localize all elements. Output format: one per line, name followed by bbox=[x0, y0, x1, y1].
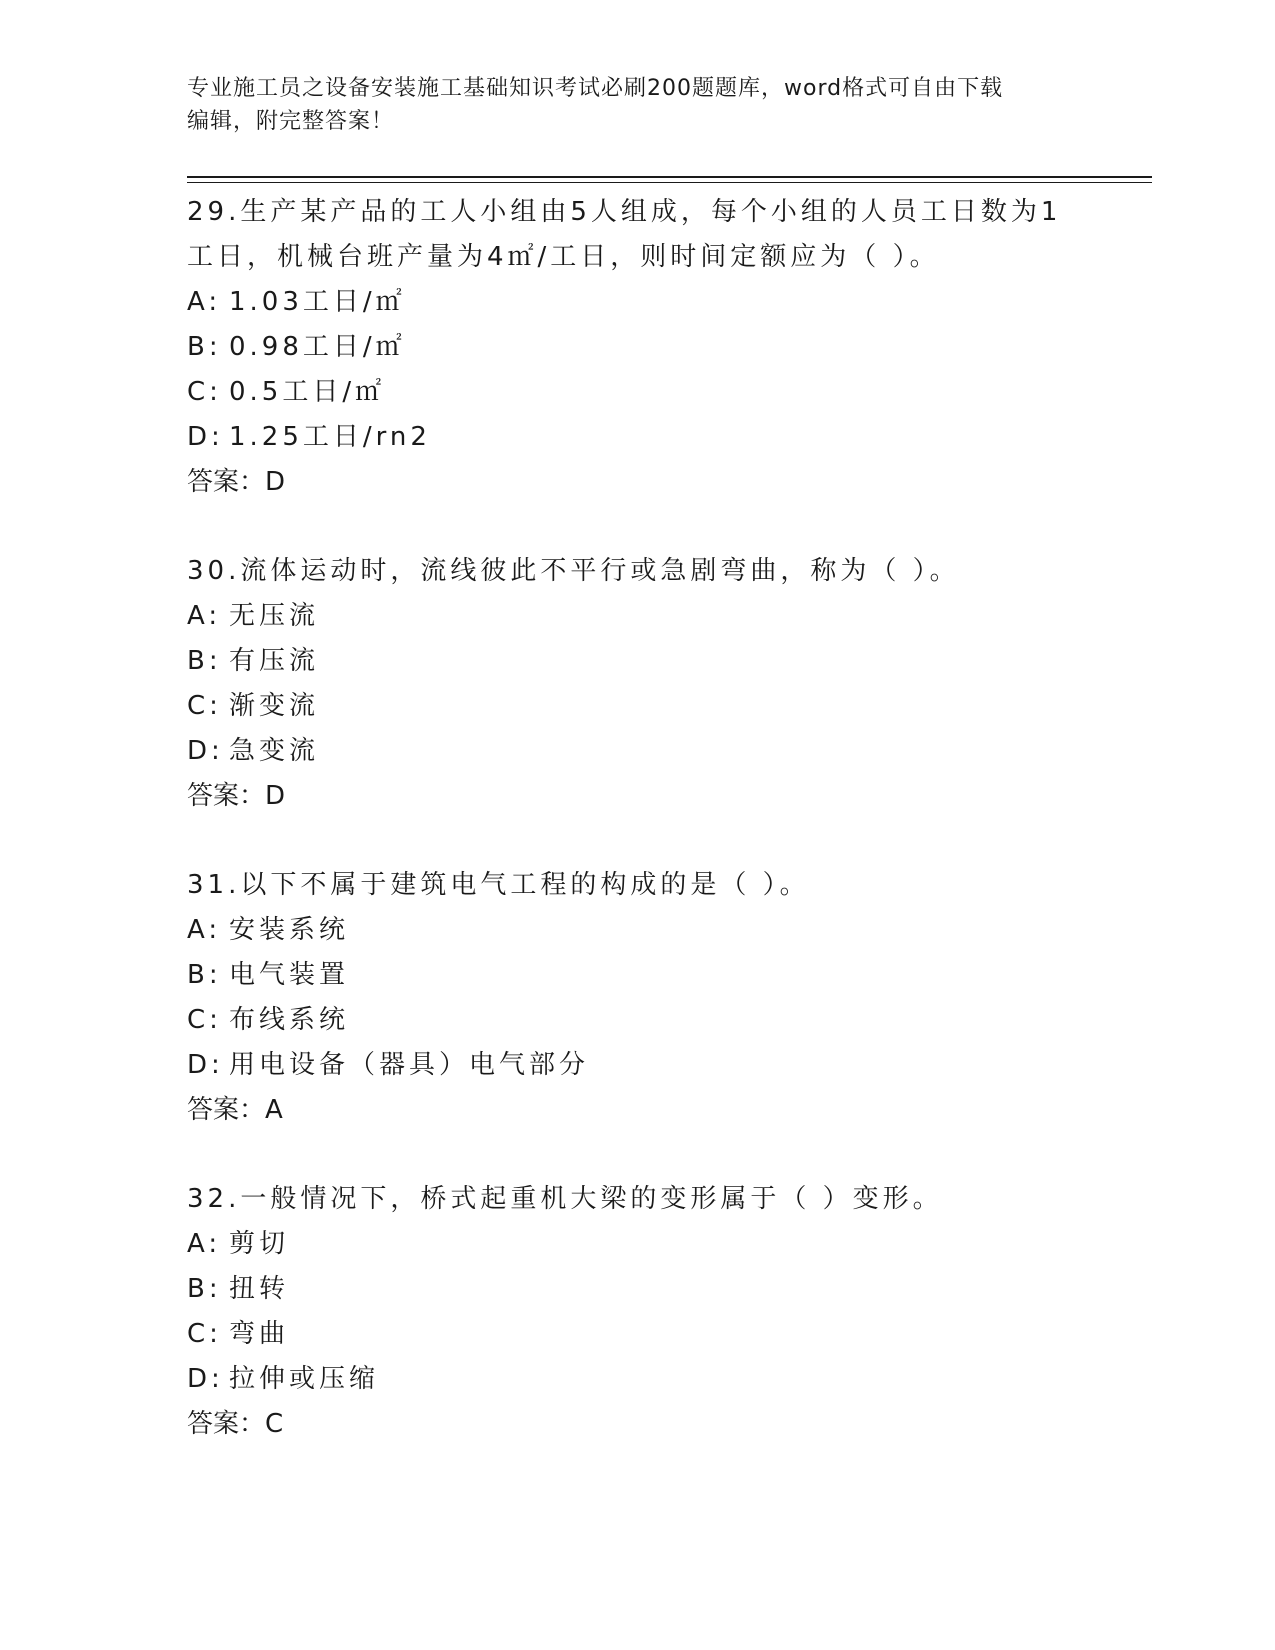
option-b bbox=[187, 325, 1087, 370]
option-text: 1.03工日/㎡ bbox=[229, 287, 406, 317]
option-text: 急变流 bbox=[229, 736, 320, 766]
option-b bbox=[187, 953, 1087, 998]
option-b bbox=[187, 1267, 1087, 1312]
question-30 bbox=[187, 549, 1087, 819]
option-text: 无压流 bbox=[229, 601, 320, 631]
option-text: 电气装置 bbox=[229, 960, 350, 990]
header-line-1: 专业施工员之设备安装施工基础知识考试必刷200题题库，word格式可自由下载 bbox=[187, 76, 1004, 101]
option-text: 用电设备（器具）电气部分 bbox=[229, 1050, 590, 1080]
option-letter: C: bbox=[187, 691, 222, 721]
option-letter: C: bbox=[187, 1319, 222, 1349]
option-c bbox=[187, 684, 1087, 729]
option-text: 有压流 bbox=[229, 646, 320, 676]
answer-line: 答案：D bbox=[187, 781, 286, 811]
option-letter: C: bbox=[187, 377, 222, 407]
option-d bbox=[187, 729, 1087, 774]
option-text: 扭转 bbox=[229, 1274, 290, 1304]
question-31 bbox=[187, 863, 1087, 1133]
document-header bbox=[187, 72, 1087, 138]
option-letter: B: bbox=[187, 1274, 222, 1304]
option-c bbox=[187, 370, 1087, 415]
question-32 bbox=[187, 1177, 1087, 1447]
header-divider-thick bbox=[187, 176, 1152, 178]
option-letter: D: bbox=[187, 422, 224, 452]
answer-line: 答案：C bbox=[187, 1409, 284, 1439]
question-29 bbox=[187, 190, 1087, 505]
option-b bbox=[187, 639, 1087, 684]
option-text: 安装系统 bbox=[229, 915, 350, 945]
option-letter: D: bbox=[187, 1364, 224, 1394]
option-letter: B: bbox=[187, 332, 222, 362]
option-letter: A: bbox=[187, 915, 222, 945]
header-divider-thin bbox=[187, 182, 1152, 183]
option-letter: B: bbox=[187, 960, 222, 990]
option-text: 0.5工日/㎡ bbox=[229, 377, 386, 407]
option-text: 1.25工日/rn2 bbox=[229, 422, 431, 452]
option-a bbox=[187, 908, 1087, 953]
option-text: 渐变流 bbox=[229, 691, 320, 721]
option-d bbox=[187, 1043, 1087, 1088]
question-text: 30.流体运动时，流线彼此不平行或急剧弯曲，称为（ ）。 bbox=[187, 556, 960, 586]
question-text: 31.以下不属于建筑电气工程的构成的是（ ）。 bbox=[187, 870, 810, 900]
question-list bbox=[187, 190, 1087, 1491]
question-text: 29.生产某产品的工人小组由5人组成，每个小组的人员工日数为1工日，机械台班产量为4㎡/工日，则时间定额应为（ ）。 bbox=[187, 197, 1062, 272]
option-a bbox=[187, 280, 1087, 325]
answer-line: 答案：D bbox=[187, 467, 286, 497]
option-a bbox=[187, 594, 1087, 639]
answer-line: 答案：A bbox=[187, 1095, 283, 1125]
option-d bbox=[187, 1357, 1087, 1402]
option-letter: C: bbox=[187, 1005, 222, 1035]
header-line-2: 编辑，附完整答案！ bbox=[187, 109, 395, 134]
option-c bbox=[187, 1312, 1087, 1357]
option-text: 剪切 bbox=[229, 1229, 290, 1259]
option-letter: D: bbox=[187, 736, 224, 766]
option-letter: A: bbox=[187, 601, 222, 631]
option-text: 0.98工日/㎡ bbox=[229, 332, 406, 362]
option-letter: A: bbox=[187, 1229, 222, 1259]
option-c bbox=[187, 998, 1087, 1043]
option-text: 弯曲 bbox=[229, 1319, 290, 1349]
option-d bbox=[187, 415, 1087, 460]
option-text: 布线系统 bbox=[229, 1005, 350, 1035]
option-a bbox=[187, 1222, 1087, 1267]
option-letter: D: bbox=[187, 1050, 224, 1080]
question-text: 32.一般情况下，桥式起重机大梁的变形属于（ ）变形。 bbox=[187, 1184, 943, 1214]
option-letter: B: bbox=[187, 646, 222, 676]
option-text: 拉伸或压缩 bbox=[229, 1364, 380, 1394]
option-letter: A: bbox=[187, 287, 222, 317]
